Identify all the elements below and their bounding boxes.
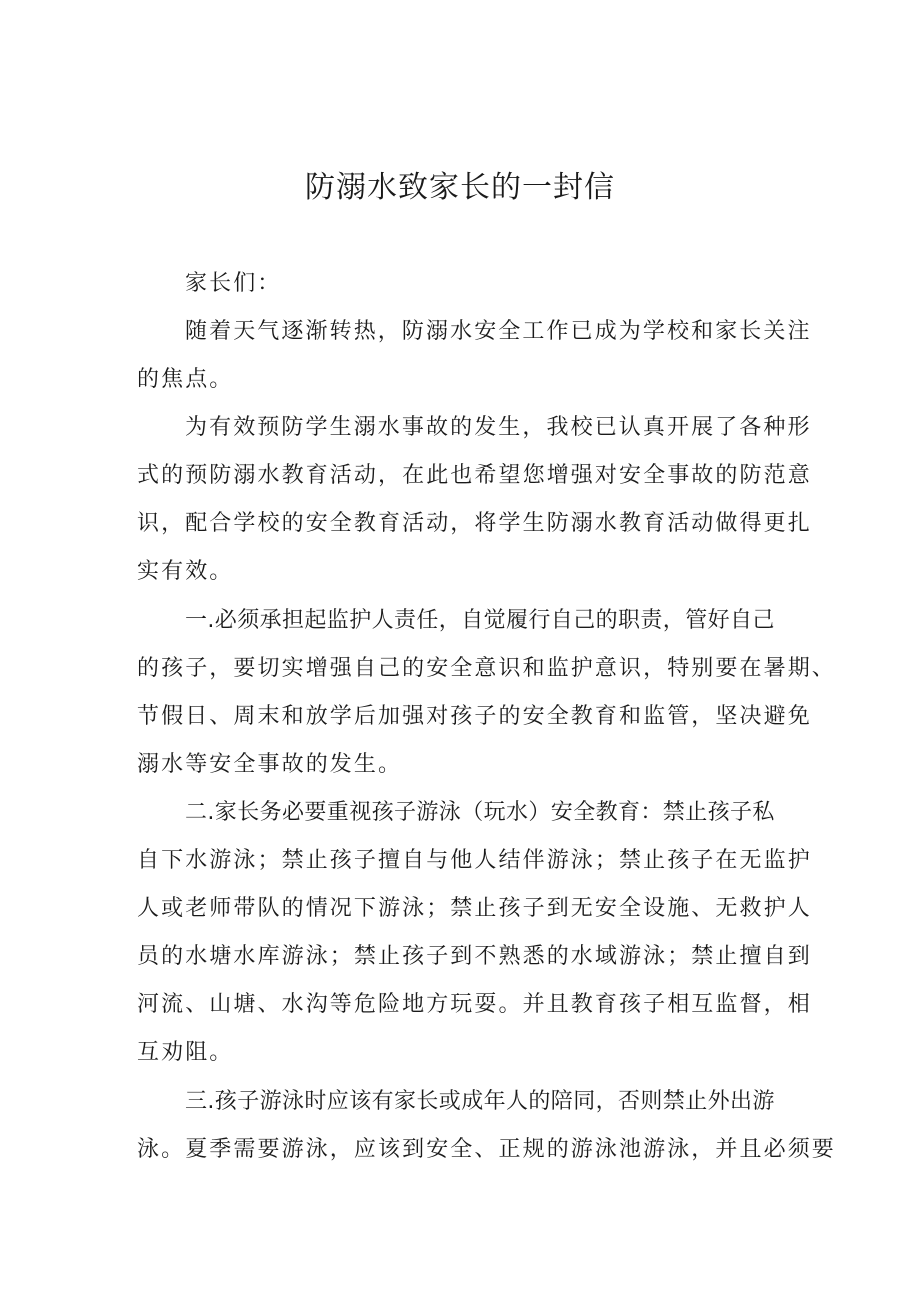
salutation: 家长们： bbox=[185, 271, 282, 296]
paragraph-line: 三.孩子游泳时应该有家长或成年人的陪同，否则禁止外出游 bbox=[185, 1089, 775, 1114]
paragraph-line: 的焦点。 bbox=[137, 367, 234, 392]
paragraph-line: 互劝阻。 bbox=[137, 1040, 234, 1065]
paragraph-line: 式的预防溺水教育活动，在此也希望您增强对安全事故的防范意 bbox=[137, 463, 812, 488]
paragraph-line: 节假日、周末和放学后加强对孩子的安全教育和监管，坚决避免 bbox=[137, 704, 812, 729]
paragraph-line: 为有效预防学生溺水事故的发生，我校已认真开展了各种形 bbox=[185, 415, 812, 440]
paragraph-line: 人或老师带队的情况下游泳；禁止孩子到无安全设施、无救护人 bbox=[137, 896, 812, 921]
paragraph-line: 实有效。 bbox=[137, 559, 234, 584]
paragraph-line: 溺水等安全事故的发生。 bbox=[137, 752, 403, 777]
paragraph-line: 随着天气逐渐转热，防溺水安全工作已成为学校和家长关注 bbox=[185, 319, 812, 344]
paragraph-line: 一.必须承担起监护人责任，自觉履行自己的职责，管好自己 bbox=[185, 608, 775, 633]
paragraph-line: 员的水塘水库游泳；禁止孩子到不熟悉的水域游泳；禁止擅自到 bbox=[137, 944, 812, 969]
paragraph-line: 二.家长务必要重视孩子游泳（玩水）安全教育：禁止孩子私 bbox=[185, 800, 775, 825]
paragraph-line: 的孩子，要切实增强自己的安全意识和监护意识，特别要在暑期、 bbox=[137, 656, 836, 681]
paragraph-line: 识，配合学校的安全教育活动，将学生防溺水教育活动做得更扎 bbox=[137, 511, 812, 536]
paragraph-line: 河流、山塘、水沟等危险地方玩耍。并且教育孩子相互监督，相 bbox=[137, 992, 812, 1017]
page-title: 防溺水致家长的一封信 bbox=[305, 170, 615, 205]
paragraph-line: 自下水游泳；禁止孩子擅自与他人结伴游泳；禁止孩子在无监护 bbox=[137, 848, 812, 873]
paragraph-line: 泳。夏季需要游泳，应该到安全、正规的游泳池游泳，并且必须要 bbox=[137, 1137, 836, 1162]
